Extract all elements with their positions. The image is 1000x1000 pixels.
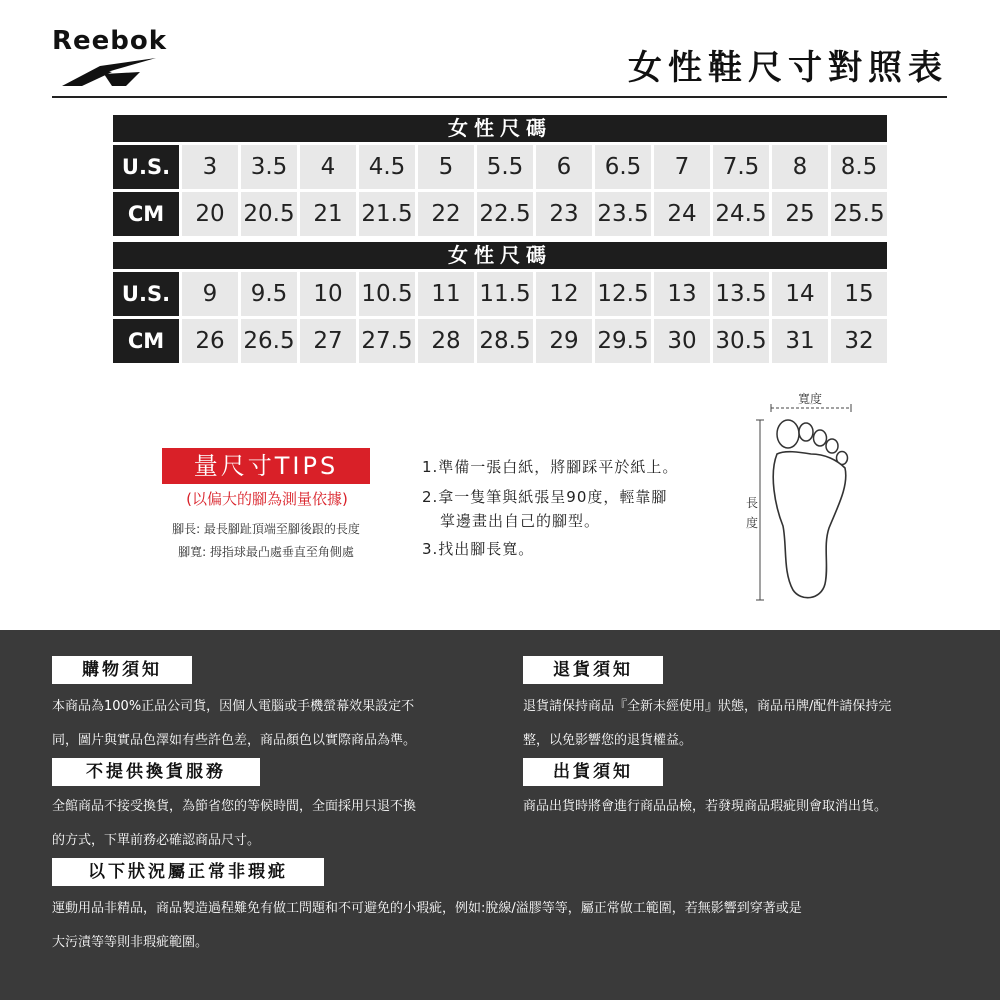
cm-size-row xyxy=(113,319,887,363)
cm-size-cell: 26.5 xyxy=(241,319,297,363)
text-line: 的方式，下單前務必確認商品尺寸。 xyxy=(52,833,261,848)
text-line: 商品出貨時將會進行商品品檢，若發現商品瑕疵則會取消出貨。 xyxy=(523,799,888,814)
us-size-cell: 3 xyxy=(182,145,238,189)
return-notice-heading: 退貨須知 xyxy=(523,656,663,684)
cm-row-label: CM xyxy=(113,192,179,236)
text-line: 同，圖片與實品色澤如有些許色差，商品顏色以實際商品為準。 xyxy=(52,733,417,748)
us-size-cell: 5.5 xyxy=(477,145,533,189)
us-size-cell: 7.5 xyxy=(713,145,769,189)
cm-size-cell: 32 xyxy=(831,319,887,363)
brand-logo-text: Reebok xyxy=(52,26,168,56)
size-chart-table xyxy=(113,115,887,366)
page-title: 女性鞋尺寸對照表 xyxy=(628,48,948,88)
foot-length-label: 度 xyxy=(746,516,759,530)
us-size-cell: 13.5 xyxy=(713,272,769,316)
measure-step-2: 2.拿一隻筆與紙張呈90度，輕靠腳 xyxy=(422,488,668,506)
shipping-notice-heading: 出貨須知 xyxy=(523,758,663,786)
reebok-vector-logo-icon xyxy=(60,56,158,88)
normal-defect-text xyxy=(52,892,957,960)
cm-size-cell: 30.5 xyxy=(713,319,769,363)
foot-width-label: 寬度 xyxy=(798,392,823,406)
cm-size-cell: 21 xyxy=(300,192,356,236)
cm-size-cell: 20 xyxy=(182,192,238,236)
cm-size-cell: 24.5 xyxy=(713,192,769,236)
text-line: 整，以免影響您的退貨權益。 xyxy=(523,733,693,748)
text-line: 全館商品不接受換貨，為節省您的等候時間，全面採用只退不換 xyxy=(52,799,417,814)
us-size-cell: 7 xyxy=(654,145,710,189)
cm-size-cell: 23.5 xyxy=(595,192,651,236)
cm-size-row xyxy=(113,192,887,236)
size-section-heading: 女性尺碼 xyxy=(113,115,887,142)
us-size-cell: 9.5 xyxy=(241,272,297,316)
us-size-cell: 4 xyxy=(300,145,356,189)
cm-size-cell: 26 xyxy=(182,319,238,363)
us-size-cell: 8.5 xyxy=(831,145,887,189)
cm-size-cell: 24 xyxy=(654,192,710,236)
cm-size-cell: 27.5 xyxy=(359,319,415,363)
normal-defect-heading: 以下狀況屬正常非瑕疵 xyxy=(52,858,324,886)
us-size-cell: 13 xyxy=(654,272,710,316)
us-size-cell: 3.5 xyxy=(241,145,297,189)
cm-size-cell: 20.5 xyxy=(241,192,297,236)
shopping-notice-heading: 購物須知 xyxy=(52,656,192,684)
no-exchange-text xyxy=(52,790,502,858)
us-size-cell: 10 xyxy=(300,272,356,316)
cm-size-cell: 25 xyxy=(772,192,828,236)
cm-size-cell: 28 xyxy=(418,319,474,363)
us-size-row xyxy=(113,272,887,316)
return-notice-text xyxy=(523,690,973,758)
cm-size-cell: 29.5 xyxy=(595,319,651,363)
measure-tips-subtitle: (以偏大的腳為測量依據) xyxy=(186,490,348,508)
cm-size-cell: 25.5 xyxy=(831,192,887,236)
cm-size-cell: 21.5 xyxy=(359,192,415,236)
text-line: 運動用品非精品，商品製造過程難免有做工問題和不可避免的小瑕疵，例如:脫線/溢膠等等，屬正常做工範圍，若無影響到穿著或是 xyxy=(52,901,802,916)
measure-step-2-continued: 掌邊畫出自己的腳型。 xyxy=(440,512,601,530)
foot-outline-icon xyxy=(745,396,865,606)
us-size-cell: 6 xyxy=(536,145,592,189)
us-size-cell: 11 xyxy=(418,272,474,316)
us-size-cell: 12.5 xyxy=(595,272,651,316)
foot-width-definition: 腳寬: 拇指球最凸處垂直至角側處 xyxy=(178,545,354,559)
us-size-cell: 6.5 xyxy=(595,145,651,189)
cm-size-cell: 29 xyxy=(536,319,592,363)
measure-tips-badge: 量尺寸TIPS xyxy=(162,448,370,484)
cm-size-cell: 23 xyxy=(536,192,592,236)
text-line: 本商品為100%正品公司貨，因個人電腦或手機螢幕效果設定不 xyxy=(52,699,415,714)
us-size-cell: 5 xyxy=(418,145,474,189)
us-row-label: U.S. xyxy=(113,145,179,189)
shipping-notice-text xyxy=(523,790,973,824)
us-size-cell: 10.5 xyxy=(359,272,415,316)
measure-step-1: 1.準備一張白紙，將腳踩平於紙上。 xyxy=(422,458,679,476)
us-size-cell: 15 xyxy=(831,272,887,316)
us-size-cell: 4.5 xyxy=(359,145,415,189)
header-divider xyxy=(52,96,947,98)
measure-step-3: 3.找出腳長寬。 xyxy=(422,540,535,558)
us-size-cell: 12 xyxy=(536,272,592,316)
cm-size-cell: 27 xyxy=(300,319,356,363)
cm-size-cell: 22 xyxy=(418,192,474,236)
foot-length-label: 長 xyxy=(746,496,759,510)
us-size-cell: 11.5 xyxy=(477,272,533,316)
text-line: 大污漬等等則非瑕疵範圍。 xyxy=(52,935,209,950)
cm-size-cell: 28.5 xyxy=(477,319,533,363)
cm-size-cell: 31 xyxy=(772,319,828,363)
cm-size-cell: 22.5 xyxy=(477,192,533,236)
text-line: 退貨請保持商品『全新未經使用』狀態，商品吊牌/配件請保持完 xyxy=(523,699,892,714)
cm-row-label: CM xyxy=(113,319,179,363)
foot-length-definition: 腳長: 最長腳趾頂端至腳後跟的長度 xyxy=(172,522,360,536)
shopping-notice-text xyxy=(52,690,502,758)
size-section-heading: 女性尺碼 xyxy=(113,242,887,269)
us-size-cell: 8 xyxy=(772,145,828,189)
cm-size-cell: 30 xyxy=(654,319,710,363)
us-size-cell: 9 xyxy=(182,272,238,316)
us-size-row xyxy=(113,145,887,189)
us-row-label: U.S. xyxy=(113,272,179,316)
no-exchange-heading: 不提供換貨服務 xyxy=(52,758,260,786)
us-size-cell: 14 xyxy=(772,272,828,316)
